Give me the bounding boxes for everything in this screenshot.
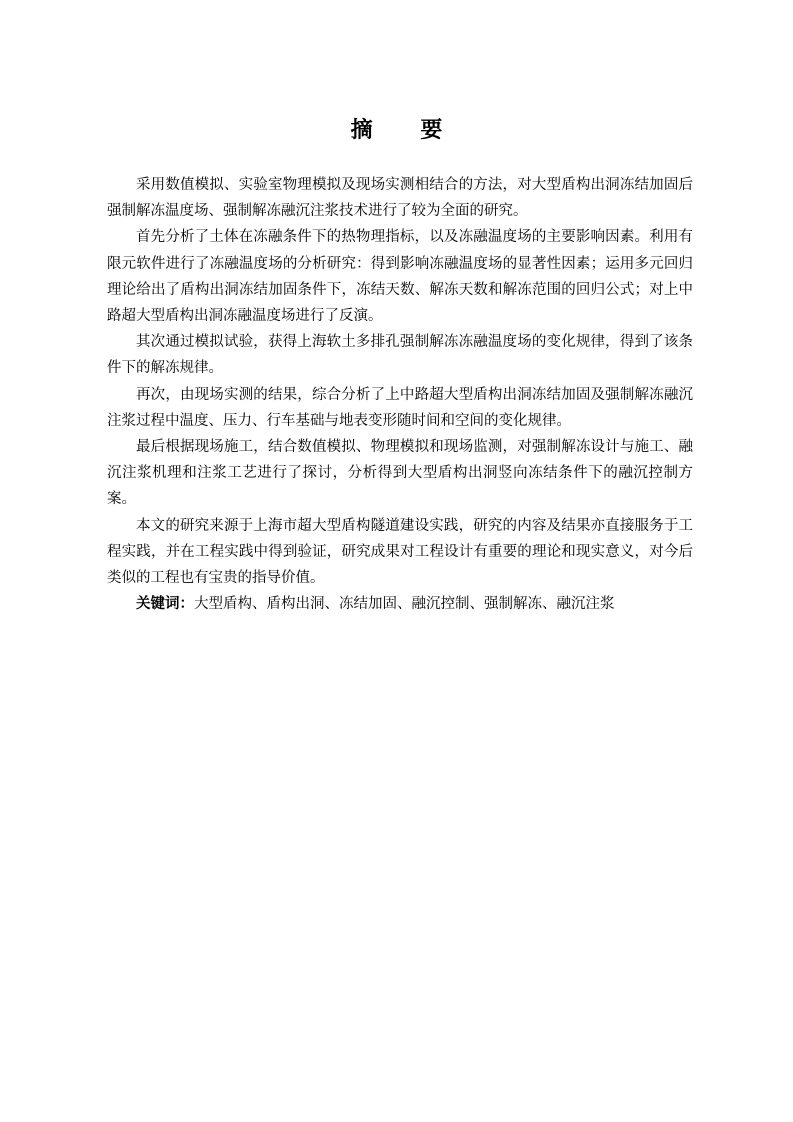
- abstract-paragraph-6: 本文的研究来源于上海市超大型盾构隧道建设实践，研究的内容及结果亦直接服务于工程实践，并在工程实践中得到验证，研究成果对工程设计有重要的理论和现实意义，对今后类似的工程也有宝贵的指导价值。: [107, 517, 693, 587]
- abstract-paragraph-5: 最后根据现场施工，结合数值模拟、物理模拟和现场监测，对强制解冻设计与施工、融沉注浆机理和注浆工艺进行了探讨，分析得到大型盾构出洞竖向冻结条件下的融沉控制方案。: [107, 439, 693, 508]
- abstract-paragraph-1: 采用数值模拟、实验室物理模拟及现场实测相结合的方法，对大型盾构出洞冻结加固后强制解冻温度场、强制解冻融沉注浆技术进行了较为全面的研究。: [107, 177, 693, 220]
- abstract-paragraph-4: 再次，由现场实测的结果，综合分析了上中路超大型盾构出洞冻结加固及强制解冻融沉注浆过程中温度、压力、行车基础与地表变形随时间和空间的变化规律。: [107, 386, 693, 429]
- abstract-paragraph-3: 其次通过模拟试验，获得上海软土多排孔强制解冻冻融温度场的变化规律，得到了该条件下的解冻规律。: [107, 334, 693, 377]
- keywords-line: [107, 591, 693, 617]
- page-title: 摘 要: [350, 118, 463, 143]
- abstract-paragraph-2: 首先分析了土体在冻融条件下的热物理指标，以及冻融温度场的主要影响因素。利用有限元软件进行了冻融温度场的分析研究：得到影响冻融温度场的显著性因素；运用多元回归理论给出了盾构出洞冻结加固条件下，冻结天数、解冻天数和解冻范围的回归公式；对上中路超大型盾构出洞冻融温度场进行了反演。: [107, 229, 693, 325]
- keywords-list: 大型盾构、盾构出洞、冻结加固、融沉控制、强制解冻、融沉注浆: [194, 596, 615, 613]
- abstract-body: [107, 172, 693, 617]
- keywords-label: 关键词：: [136, 596, 194, 613]
